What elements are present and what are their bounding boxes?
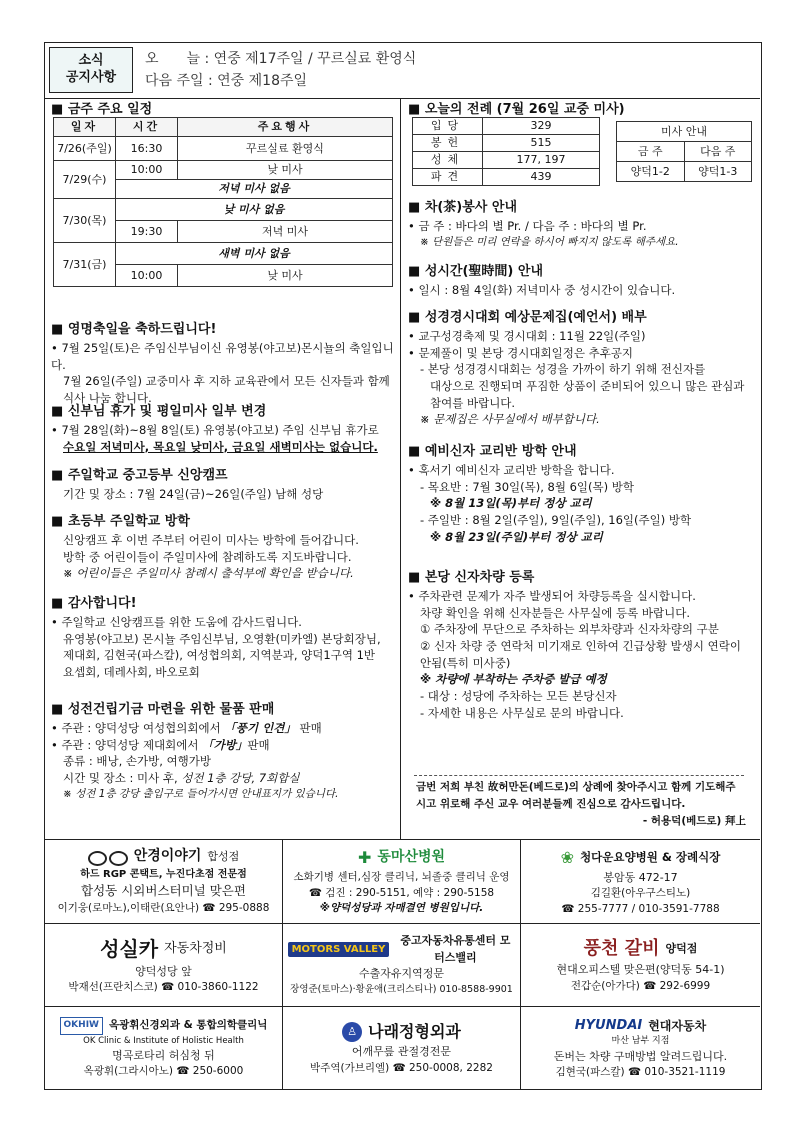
liturgy-key: 파견 <box>413 168 483 185</box>
ad-line: 김현국(파스칼) ☎ 010-3521-1119 <box>555 1066 726 1079</box>
liturgy-key: 성체 <box>413 151 483 168</box>
liturgy-title: ■ 오늘의 전례 (7월 26일 교중 미사) <box>408 101 625 120</box>
condolence-line: 시고 위로해 주신 교우 여러분들께 진심으로 감사드립니다. <box>416 797 686 810</box>
sale-note: ※ 성전 1층 강당 출입구로 들어가시면 안내표지가 있습니다. <box>63 787 339 800</box>
schedule-date: 7/29(수) <box>54 161 116 199</box>
ad-car-repair <box>45 924 283 1007</box>
condolence-line: 금번 저희 부친 故허만돈(베드로)의 상례에 찾아주시고 함께 기도해주 <box>416 781 736 793</box>
left-column <box>45 99 401 839</box>
leaf-icon: ❀ <box>560 847 575 867</box>
ad-line: 전갑순(아가다) ☎ 292-6999 <box>570 979 711 992</box>
thanks-title: ■ 감사합니다! <box>51 595 395 614</box>
ad-tag: 자동차정비 <box>164 941 227 957</box>
schedule-time: 16:30 <box>116 137 178 161</box>
camp-section <box>51 467 395 503</box>
parking-line: 차량 확인을 위해 신자분들은 사무실에 등록 바랍니다. <box>420 605 690 620</box>
ad-line: 박재선(프란치스코) ☎ 010-3860-1122 <box>68 981 259 994</box>
adoration-title: ■ 성시간(聖時間) 안내 <box>408 263 756 282</box>
ad-used-cars <box>283 924 521 1007</box>
ad-line: 돈버는 차량 구매방법 알려드립니다. <box>553 1049 728 1063</box>
liturgy-value: 515 <box>483 134 600 151</box>
ad-sub: 소화기병 센터,심장 클리닉, 뇌졸중 클리닉 운영 <box>293 870 510 883</box>
adoration-section <box>408 263 756 299</box>
ad-name: 나래정형외과 <box>368 1022 461 1042</box>
ad-line: 수출자유지역정문 <box>358 967 444 981</box>
right-column <box>402 99 760 839</box>
catechumen-title: ■ 예비신자 교리반 방학 안내 <box>408 443 756 462</box>
schedule-event: 저녁 미사 <box>178 221 393 243</box>
ad-line: ※양덕성당과 자매결연 병원입니다. <box>319 902 484 915</box>
condolence-note <box>416 779 756 829</box>
mass-guide-col: 금 주 <box>617 142 685 162</box>
ad-tag: 합성점 <box>207 849 240 863</box>
ad-name: 현대자동차 <box>648 1018 707 1033</box>
adoration-line: • 일시 : 8월 4일(화) 저녁미사 중 성시간이 있습니다. <box>408 282 756 299</box>
name-day-line: 식사 나눔 합니다. <box>63 390 152 405</box>
bible-line: 참여를 바랍니다. <box>430 395 516 410</box>
parking-section <box>408 569 756 721</box>
vacation-line: • 7월 28일(화)~8월 8일(토) 유영봉(야고보) 주임 신부님 휴가로 <box>51 422 395 439</box>
schedule-note: 낮 미사 없음 <box>116 199 393 221</box>
bible-note: ※ 문제집은 사무실에서 배부합니다. <box>420 412 600 427</box>
schedule-date: 7/26(주일) <box>54 137 116 161</box>
sale-line: • 주관 : 양덕성당 여성협의회에서 「풍기 인견」 판매 <box>51 720 395 737</box>
thanks-line: 요셉회, 데레사회, 바오로회 <box>63 664 200 679</box>
parking-line: 안됨(특히 미사중) <box>420 655 511 670</box>
ad-hospital <box>283 840 521 924</box>
liturgy-value: 439 <box>483 168 600 185</box>
camp-line: 기간 및 장소 : 7월 24일(금)~26일(주일) 남해 성당 <box>63 486 324 501</box>
vacation-title: ■ 신부님 휴가 및 평일미사 일부 변경 <box>51 403 395 422</box>
ad-sub: 마산 남부 지점 <box>611 1036 670 1047</box>
liturgy-value: 329 <box>483 118 600 135</box>
bible-title: ■ 성경경시대회 예상문제집(예언서) 배부 <box>408 309 756 328</box>
okhiw-logo: OKHIW <box>60 1017 103 1035</box>
bible-line: • 교구성경축제 및 경시대회 : 11월 22일(주일) <box>408 328 756 345</box>
ad-nursing-hospital <box>521 840 760 924</box>
schedule-header-event: 주요행사 <box>178 118 393 137</box>
schedule-event: 꾸르실료 환영식 <box>178 137 393 161</box>
thanks-line: 유영봉(야고보) 몬시뇰 주임신부님, 오영환(미카엘) 본당회장님, <box>63 631 381 646</box>
ad-name: 중고자동차유통센터 모터스밸리 <box>400 934 511 964</box>
ad-tag: 양덕점 <box>665 941 698 955</box>
parking-line: ① 주차장에 무단으로 주차하는 외부차량과 신자차량의 구분 <box>420 622 719 637</box>
catechumen-line: - 주일반 : 8월 2일(주일), 9일(주일), 16일(주일) 방학 <box>420 512 692 527</box>
condolence-signature: - 허용덕(베드로) 拜上 <box>642 814 746 827</box>
schedule-time: 10:00 <box>116 265 178 287</box>
schedule-header-time: 시간 <box>116 118 178 137</box>
name-day-line: 7월 26일(주일) 교중미사 후 지하 교육관에서 모든 신자들과 함께 <box>63 374 390 389</box>
schedule-title: ■ 금주 주요 일정 <box>51 101 152 120</box>
ad-line: 김길환(아우구스티노) <box>590 887 691 899</box>
sale-section <box>51 701 395 802</box>
liturgy-value: 177, 197 <box>483 151 600 168</box>
schedule-event: 낮 미사 <box>178 265 393 287</box>
thanks-line: • 주일학교 신앙캠프를 위한 도움에 감사드립니다. <box>51 614 395 631</box>
schedule-event: 낮 미사 <box>178 161 393 180</box>
ad-line: 옥광휘(그라시아노) ☎ 250-6000 <box>83 1065 244 1077</box>
sale-line: • 주관 : 양덕성당 제대회에서 「가방」판매 <box>51 737 395 754</box>
ad-line: 봉암동 472-17 <box>603 870 678 884</box>
schedule-date: 7/30(목) <box>54 199 116 243</box>
mass-guide-value: 양덕1-2 <box>617 162 685 182</box>
notice-box <box>49 47 133 93</box>
divider <box>414 775 744 776</box>
ad-line: 박주역(가브리엘) ☎ 250-0008, 2282 <box>310 1061 493 1074</box>
mass-guide-header: 미사 안내 <box>617 122 752 142</box>
sale-title: ■ 성전건립기금 마련을 위한 물품 판매 <box>51 701 395 720</box>
kids-break-line: 방학 중 어린이들이 주일미사에 참례하도록 지도바랍니다. <box>63 549 352 564</box>
motors-valley-logo: MOTORS VALLEY <box>288 942 390 957</box>
tea-line: • 금 주 : 바다의 별 Pr. / 다음 주 : 바다의 별 Pr. <box>408 218 756 235</box>
ad-name: 옥광휘신경외과 & 통합의학클리닉 <box>108 1019 268 1032</box>
name-day-title: ■ 영명축일을 축하드립니다! <box>51 321 395 340</box>
thanks-section <box>51 595 395 681</box>
bible-line: - 본당 성경경시대회는 성경을 가까이 하기 위해 전신자를 <box>420 362 706 377</box>
ad-galbi <box>521 924 760 1007</box>
schedule-time: 10:00 <box>116 161 178 180</box>
parking-line: ② 신자 차량 중 연락처 미기재로 인하여 긴급상황 발생시 연락이 <box>420 638 741 653</box>
schedule-note: 새벽 미사 없음 <box>116 243 393 265</box>
liturgy-key: 입당 <box>413 118 483 135</box>
schedule-table <box>53 117 393 287</box>
schedule-time: 19:30 <box>116 221 178 243</box>
ad-line: 장영준(토마스)·황윤애(크리스티나) 010-8588-9901 <box>290 983 513 995</box>
ad-name: 청다운요양병원 & 장례식장 <box>580 849 721 864</box>
tea-note: ※ 단원들은 미리 연락을 하시어 빠지지 않도록 해주세요. <box>420 235 679 248</box>
ad-name: 동마산병원 <box>377 849 446 866</box>
bible-line: • 문제풀이 및 본당 경시대회일정은 추후공지 <box>408 345 756 362</box>
ad-sub: OK Clinic & Institute of Holistic Health <box>83 1035 244 1046</box>
today-line: 오 늘 : 연중 제17주일 / 꾸르실료 환영식 <box>145 51 417 67</box>
name-day-section <box>51 321 395 407</box>
catechumen-note: ※ 8월 13일(목)부터 정상 교리 <box>430 496 592 511</box>
ad-line: 합성동 시외버스터미널 맞은편 <box>81 883 246 899</box>
camp-title: ■ 주일학교 중고등부 신앙캠프 <box>51 467 395 486</box>
mass-guide-col: 다음 주 <box>684 142 752 162</box>
ad-name: 풍천 갈비 <box>583 938 660 960</box>
notice-box-line1: 소식 <box>78 53 104 69</box>
ad-line: ☎ 검진 : 290-5151, 예약 : 290-5158 <box>308 886 495 899</box>
ad-hyundai <box>521 1007 760 1090</box>
cross-icon: ✚ <box>357 847 372 867</box>
schedule-date: 7/31(금) <box>54 243 116 287</box>
tea-section <box>408 199 756 250</box>
ad-sub: 하드 RGP 콘택트, 누진다초점 전문점 <box>80 869 247 881</box>
bible-section <box>408 309 756 428</box>
header <box>45 43 760 99</box>
parking-note: ※ 차량에 부착하는 주차증 발급 예정 <box>420 672 607 687</box>
mass-guide-value: 양덕1-3 <box>684 162 752 182</box>
notice-box-line2: 공지사항 <box>65 70 117 85</box>
vacation-section <box>51 403 395 455</box>
ad-line: 양덕성당 앞 <box>135 964 192 978</box>
sale-line: 시간 및 장소 : 미사 후, 성전 1층 강당, 7회합실 <box>63 770 300 785</box>
parking-line: • 주차관련 문제가 자주 발생되어 차량등록을 실시합니다. <box>408 588 756 605</box>
sale-line: 종류 : 배낭, 손가방, 여행가방 <box>63 754 212 769</box>
catechumen-note: ※ 8월 23일(주일)부터 정상 교리 <box>430 529 603 544</box>
kids-break-title: ■ 초등부 주일학교 방학 <box>51 513 395 532</box>
ad-line: 어깨무릎 관절경전문 <box>351 1045 452 1059</box>
name-day-line: • 7월 25일(토)은 주임신부님이신 유영봉(야고보)몬시뇰의 축일입니다. <box>51 340 395 373</box>
ad-name: 성실카 <box>100 936 159 961</box>
bible-line: 대상으로 진행되며 푸짐한 상품이 준비되어 있으니 많은 관심과 <box>430 378 745 393</box>
parking-line: - 대상 : 성당에 주차하는 모든 본당신자 <box>420 688 617 703</box>
mass-guide-table <box>616 121 752 182</box>
catechumen-line: • 혹서기 예비신자 교리반 방학을 합니다. <box>408 462 756 479</box>
schedule-note: 저녁 미사 없음 <box>116 180 393 199</box>
ad-name: 안경이야기 <box>133 848 202 865</box>
bulletin-page <box>44 42 762 1090</box>
hyundai-logo: HYUNDAI <box>574 1017 643 1033</box>
kids-break-section <box>51 513 395 582</box>
parking-line: - 자세한 내용은 사무실로 문의 바랍니다. <box>420 705 624 720</box>
tea-title: ■ 차(茶)봉사 안내 <box>408 199 756 218</box>
ad-line: 명곡로타리 허심청 뒤 <box>112 1048 215 1062</box>
kids-break-line: 신앙캠프 후 이번 주부터 어린이 미사는 방학에 들어갑니다. <box>63 532 359 547</box>
parking-title: ■ 본당 신자차량 등록 <box>408 569 756 588</box>
next-sunday-line: 다음 주일 : 연중 제18주일 <box>145 73 308 89</box>
schedule-header-date: 일자 <box>54 118 116 137</box>
catechumen-section <box>408 443 756 545</box>
hospital-emblem-icon: ♙ <box>342 1022 362 1042</box>
liturgy-key: 봉헌 <box>413 134 483 151</box>
ad-line: 이기웅(로마노),이태란(요안나) ☎ 295-0888 <box>57 902 270 914</box>
catechumen-line: - 목요반 : 7월 30일(목), 8월 6일(목) 방학 <box>420 479 634 494</box>
ads-grid <box>45 839 760 1089</box>
ad-neuro-clinic <box>45 1007 283 1090</box>
thanks-line: 제대회, 김현국(파스칼), 여성협의회, 지역분과, 양덕1구역 1반 <box>63 648 376 663</box>
ad-orthopedics <box>283 1007 521 1090</box>
glasses-icon <box>88 849 128 865</box>
kids-break-note: ※ 어린이들은 주일미사 참례시 출석부에 확인을 받습니다. <box>63 566 354 581</box>
ad-line: ☎ 255-7777 / 010-3591-7788 <box>561 902 720 915</box>
vacation-line: 수요일 저녁미사, 목요일 낮미사, 금요일 새벽미사는 없습니다. <box>63 439 378 454</box>
ad-line: 현대오피스텔 맞은편(양덕동 54-1) <box>556 963 725 977</box>
ad-optical <box>45 840 283 924</box>
liturgy-table <box>412 117 600 186</box>
